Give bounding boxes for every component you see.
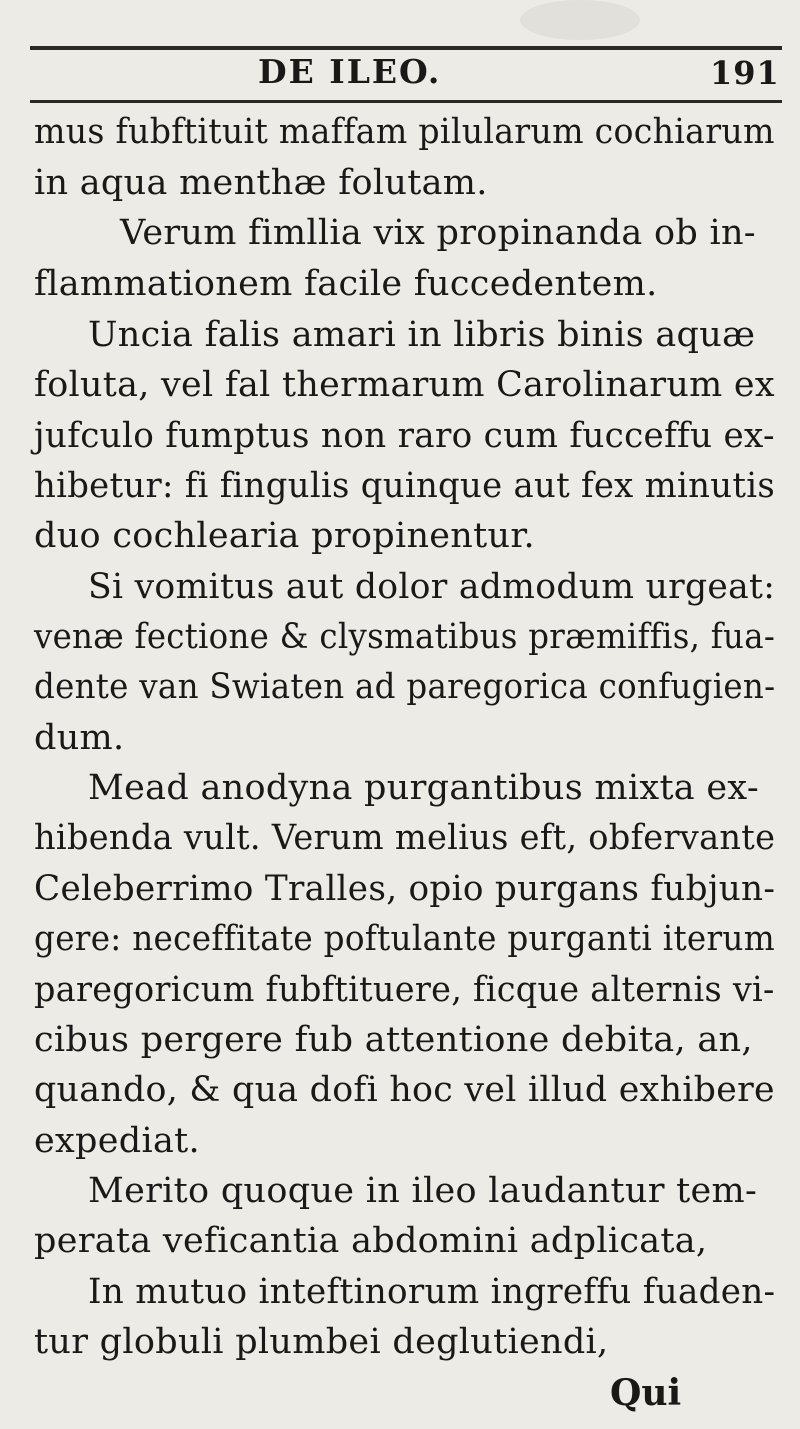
running-title: DE ILEO. <box>258 52 442 91</box>
text-line: perata veficantia abdomini adplicata, <box>34 1221 708 1261</box>
text-line: tur globuli plumbei deglutiendi, <box>34 1322 609 1362</box>
text-line: mus fubftituit maffam pilularum cochiarum <box>34 112 775 152</box>
text-line: jufculo fumptus non raro cum fucceffu ex- <box>34 416 775 456</box>
text-line: foluta, vel fal thermarum Carolinarum ex <box>34 365 775 405</box>
text-line: quando, & qua dofi hoc vel illud exhibere <box>34 1070 775 1110</box>
paper-stain <box>520 0 640 40</box>
page-number: 191 <box>710 54 780 92</box>
text-line: In mutuo inteftinorum ingreffu fuaden- <box>88 1272 776 1312</box>
text-line: hibenda vult. Verum melius eft, obfervante <box>34 818 776 858</box>
text-line: Celeberrimo Tralles, opio purgans fubjun- <box>34 869 776 909</box>
text-line: in aqua menthæ folutam. <box>34 163 488 203</box>
text-line: expediat. <box>34 1121 200 1161</box>
text-line: paregoricum fubftituere, ficque alternis vi- <box>34 970 775 1010</box>
header-rule-bottom <box>30 100 782 103</box>
catchword: Qui <box>610 1372 682 1414</box>
text-line: cibus pergere fub attentione debita, an, <box>34 1020 753 1060</box>
text-line: Mead anodyna purgantibus mixta ex- <box>88 768 759 808</box>
text-line: Verum fimllia vix propinanda ob in- <box>120 213 756 253</box>
text-line: venæ fectione & clysmatibus præmiffis, fua- <box>34 617 776 657</box>
text-line: gere: neceffitate poftulante purganti iterum <box>34 919 776 959</box>
running-head <box>0 50 800 96</box>
text-line: Merito quoque in ileo laudantur tem- <box>88 1171 758 1211</box>
text-line: dente van Swiaten ad paregorica confugien- <box>34 667 776 707</box>
text-line: flammationem facile fuccedentem. <box>34 264 658 304</box>
text-line: Uncia falis amari in libris binis aquæ <box>88 315 756 355</box>
text-line: dum. <box>34 718 125 758</box>
text-line: duo cochlearia propinentur. <box>34 516 535 556</box>
text-line: hibetur: fi fingulis quinque aut fex minutis <box>34 466 776 506</box>
text-line: Si vomitus aut dolor admodum urgeat: <box>88 567 776 607</box>
